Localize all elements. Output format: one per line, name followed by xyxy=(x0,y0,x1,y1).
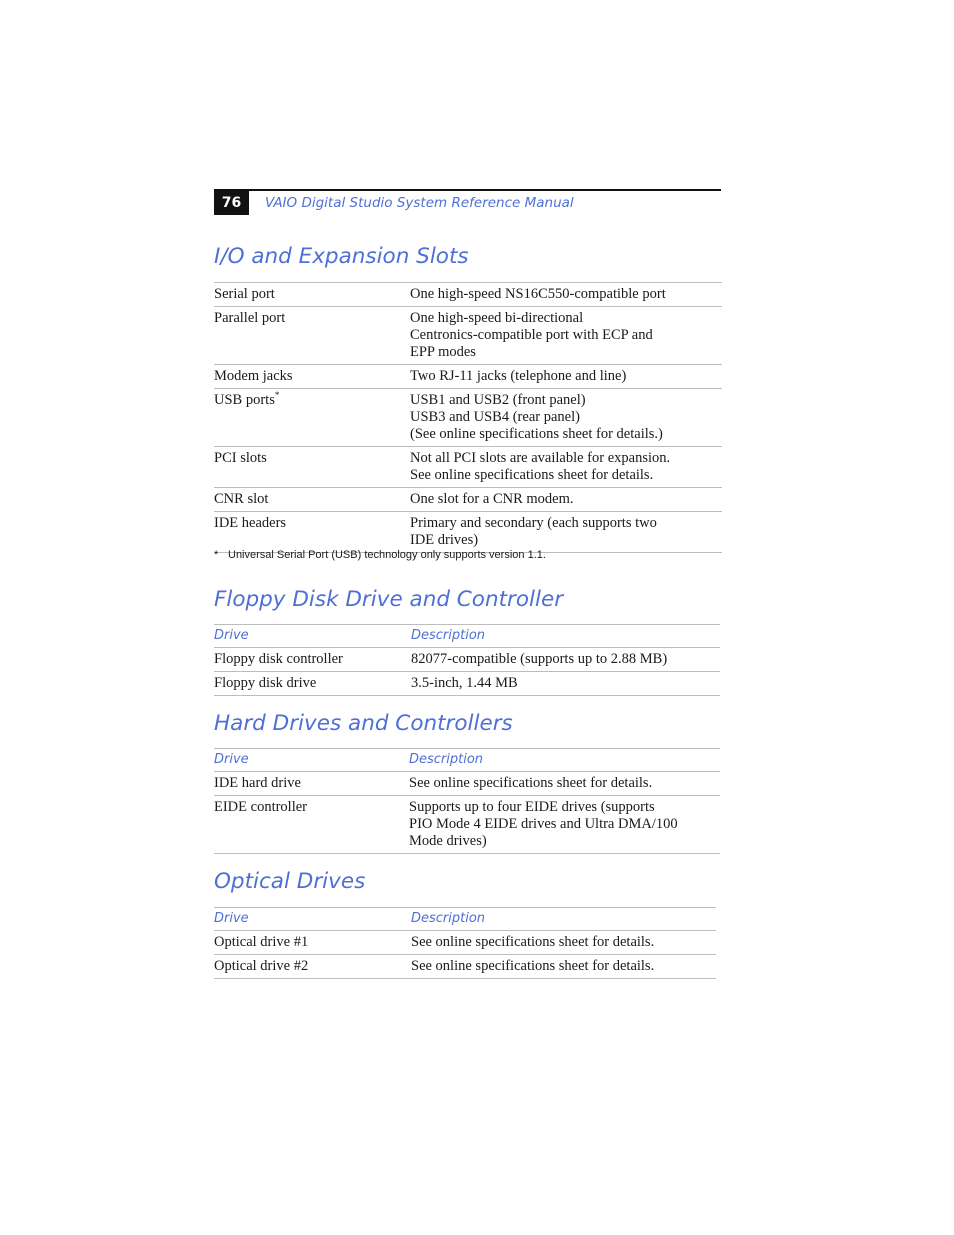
footnote xyxy=(214,549,546,561)
section-title-hard: Hard Drives and Controllers xyxy=(214,711,513,736)
footnote-mark: * xyxy=(214,549,219,561)
footnote-text: Universal Serial Port (USB) technology only supports version 1.1. xyxy=(228,549,546,561)
table-row xyxy=(214,796,720,854)
column-header-drive: Drive xyxy=(214,908,411,931)
table-header-row xyxy=(214,749,720,772)
table-row xyxy=(214,307,722,365)
row-value: See online specifications sheet for details. xyxy=(409,772,720,796)
floppy-table xyxy=(214,624,720,696)
table-row xyxy=(214,772,720,796)
row-label: USB ports xyxy=(214,392,275,408)
column-header-drive: Drive xyxy=(214,749,409,772)
row-value: Not all PCI slots are available for expansion. See online specifications sheet for details. xyxy=(410,447,722,488)
table-row xyxy=(214,283,722,307)
row-label: Optical drive #1 xyxy=(214,931,411,955)
table-row xyxy=(214,931,716,955)
row-label: EIDE controller xyxy=(214,796,409,854)
row-value: USB1 and USB2 (front panel) USB3 and USB4 (rear panel) (See online specifications sheet for details.) xyxy=(410,389,722,447)
table-row xyxy=(214,488,722,512)
row-label: CNR slot xyxy=(214,488,410,512)
optical-drive-table xyxy=(214,907,716,979)
row-label: Floppy disk controller xyxy=(214,648,411,672)
row-value: 3.5-inch, 1.44 MB xyxy=(411,672,720,696)
row-value: 82077-compatible (supports up to 2.88 MB) xyxy=(411,648,720,672)
section-title-floppy: Floppy Disk Drive and Controller xyxy=(214,587,564,612)
row-label: Parallel port xyxy=(214,307,410,365)
hard-drive-table xyxy=(214,748,720,854)
column-header-drive: Drive xyxy=(214,625,411,648)
table-row xyxy=(214,389,722,447)
table-header-row xyxy=(214,625,720,648)
row-label: IDE hard drive xyxy=(214,772,409,796)
page-number: 76 xyxy=(214,191,249,215)
row-label: Serial port xyxy=(214,283,410,307)
page-header xyxy=(214,189,721,216)
row-value: One slot for a CNR modem. xyxy=(410,488,722,512)
row-value: Supports up to four EIDE drives (supports PIO Mode 4 EIDE drives and Ultra DMA/100 Mode drives) xyxy=(409,796,720,854)
table-row xyxy=(214,447,722,488)
row-value: One high-speed bi-directional Centronics-compatible port with ECP and EPP modes xyxy=(410,307,722,365)
section-title-io: I/O and Expansion Slots xyxy=(214,244,469,269)
row-label: Optical drive #2 xyxy=(214,955,411,979)
column-header-description: Description xyxy=(411,908,716,931)
row-label: IDE headers xyxy=(214,512,410,553)
row-value: One high-speed NS16C550-compatible port xyxy=(410,283,722,307)
manual-title: VAIO Digital Studio System Reference Manual xyxy=(265,195,574,211)
row-label: PCI slots xyxy=(214,447,410,488)
footnote-ref: * xyxy=(274,390,280,401)
row-value: See online specifications sheet for details. xyxy=(411,955,716,979)
row-label: Modem jacks xyxy=(214,365,410,389)
table-header-row xyxy=(214,908,716,931)
table-row xyxy=(214,672,720,696)
section-title-optical: Optical Drives xyxy=(214,869,366,894)
row-value: See online specifications sheet for details. xyxy=(411,931,716,955)
table-row xyxy=(214,648,720,672)
table-row xyxy=(214,955,716,979)
column-header-description: Description xyxy=(411,625,720,648)
row-label: Floppy disk drive xyxy=(214,672,411,696)
column-header-description: Description xyxy=(409,749,720,772)
table-row xyxy=(214,365,722,389)
row-value: Two RJ-11 jacks (telephone and line) xyxy=(410,365,722,389)
io-table xyxy=(214,282,722,553)
row-label-cell xyxy=(214,389,410,447)
row-value: Primary and secondary (each supports two IDE drives) xyxy=(410,512,722,553)
table-row xyxy=(214,512,722,553)
